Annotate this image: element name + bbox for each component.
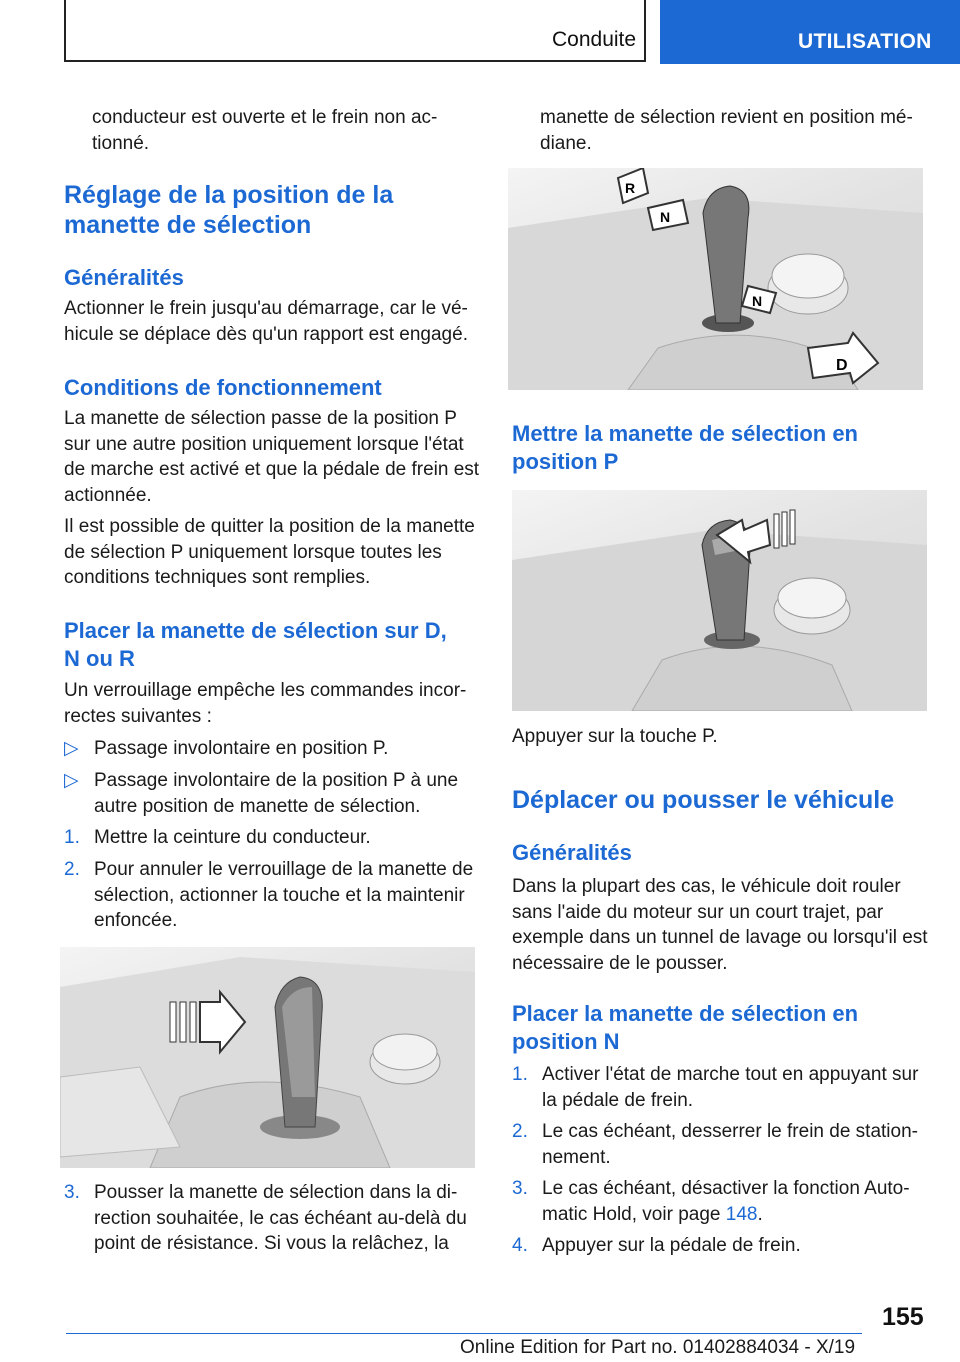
step-marker: 2. [64, 859, 80, 880]
heading-generalites: Généralités [64, 265, 184, 290]
heading-reglage: Réglage de la position de la manette de sélection [64, 181, 394, 239]
label-N-low: N [752, 293, 763, 309]
footer-divider [66, 1333, 862, 1334]
step-marker: 3. [512, 1178, 528, 1199]
header-chapter-label: UTILISATION [798, 30, 932, 53]
bullet-marker: ▷ [64, 770, 79, 791]
header-section: Conduite [552, 28, 637, 51]
label-N-top: N [660, 209, 671, 225]
list-item [64, 736, 484, 762]
list-item [512, 1233, 932, 1259]
step-text: Le cas échéant, desserrer le frein de station- nement. [542, 1121, 918, 1168]
step-marker: 3. [64, 1182, 80, 1203]
paragraph-conditions-1: La manette de sélection passe de la position P sur une autre position uniquement lorsque l'état de marche est activé et que la pédale de frein est actionnée. [64, 408, 480, 506]
gear-selector-icon [60, 947, 475, 1168]
step-marker: 1. [64, 827, 80, 848]
list-item [512, 1062, 932, 1114]
figure-selector-positions [508, 168, 923, 390]
label-D: D [836, 357, 848, 374]
paragraph-verrouillage: Un verrouillage empêche les commandes incor- rectes suivantes : [64, 680, 467, 727]
step-text: Pour annuler le verrouillage de la manette de sélection, actionner la touche et la maintenir enfoncée. [94, 859, 474, 931]
gear-selector-p-icon [512, 490, 927, 711]
paragraph-generalites: Actionner le frein jusqu'au démarrage, car le vé- hicule se déplace dès qu'un rapport est engagé. [64, 298, 468, 345]
label-R: R [625, 180, 636, 196]
step-marker: 2. [512, 1121, 528, 1142]
step-text: Pousser la manette de sélection dans la di- rection souhaitée, le cas échéant au-delà du point de résistance. Si vous la relâchez, la [94, 1182, 467, 1254]
paragraph-right-intro: manette de sélection revient en position mé- diane. [540, 107, 913, 154]
step-text-after: . [757, 1203, 763, 1225]
heading-mettre-p: Mettre la manette de sélection en position P [512, 421, 858, 474]
heading-conditions: Conditions de fonctionnement [64, 375, 382, 400]
footer-edition: Online Edition for Part no. 01402884034 - X/19 [460, 1337, 856, 1358]
figure-selector-push [60, 947, 475, 1168]
bullet-text: Passage involontaire de la position P à une autre position de manette de sélection. [94, 770, 459, 817]
list-item [64, 1180, 484, 1258]
paragraph-intro: conducteur est ouverte et le frein non ac- tionné. [92, 107, 438, 154]
page-link[interactable]: 148 [725, 1203, 758, 1225]
page-number: 155 [882, 1303, 924, 1331]
step-text: Appuyer sur la pédale de frein. [542, 1235, 801, 1256]
heading-placer-n: Placer la manette de sélection en position N [512, 1001, 859, 1054]
heading-deplacer: Déplacer ou pousser le véhicule [512, 786, 895, 814]
bullet-text: Passage involontaire en position P. [94, 738, 389, 759]
bullet-marker: ▷ [64, 738, 79, 759]
step-text-before: Le cas échéant, désactiver la fonction Auto- matic Hold, voir page [542, 1178, 910, 1225]
paragraph-conditions-2: Il est possible de quitter la position de la manette de sélection P uniquement lorsque toutes les conditions techniques sont remplies. [64, 516, 475, 588]
step-text: Activer l'état de marche tout en appuyant sur la pédale de frein. [542, 1064, 919, 1111]
step-text: Mettre la ceinture du conducteur. [94, 827, 371, 848]
step-text [542, 1176, 910, 1227]
list-item [512, 1176, 932, 1228]
header-chapter-tab[interactable] [660, 0, 960, 64]
paragraph-appuyer: Appuyer sur la touche P. [512, 726, 718, 747]
gear-selector-positions-icon [508, 168, 923, 390]
paragraph-right-generalites: Dans la plupart des cas, le véhicule doit rouler sans l'aide du moteur sur un court trajet, par exemple dans un tunnel de lavage ou lorsqu'il est nécessaire de le pousser. [512, 876, 928, 974]
figure-selector-p-button [512, 490, 927, 711]
heading-placer: Placer la manette de sélection sur D, N ou R [64, 618, 447, 671]
list-item [64, 768, 484, 820]
list-item [512, 1119, 932, 1171]
list-item [64, 825, 484, 851]
heading-right-generalites: Généralités [512, 840, 632, 865]
list-item [64, 857, 484, 935]
step-marker: 4. [512, 1235, 528, 1256]
step-marker: 1. [512, 1064, 528, 1085]
